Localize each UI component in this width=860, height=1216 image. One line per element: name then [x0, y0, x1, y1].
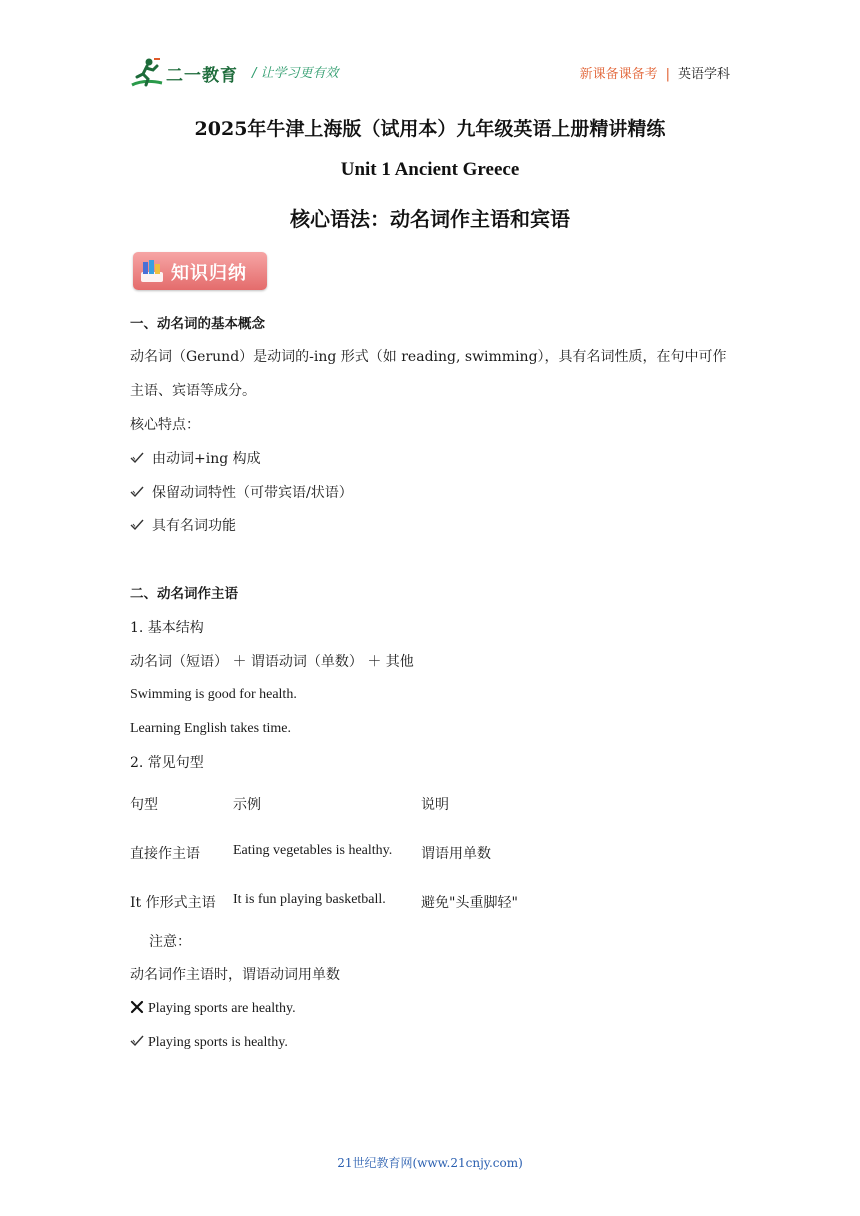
gerund-definition-line2: 主语、宾语等成分。 — [130, 383, 256, 399]
knowledge-summary-badge — [133, 252, 267, 290]
check-icon — [130, 485, 144, 499]
feature-text: 保留动词特性（可带宾语/状语） — [152, 485, 353, 501]
page-footer: 21世纪教育网(www.21cnjy.com) — [337, 1156, 523, 1170]
check-icon — [130, 451, 144, 465]
wrong-example-text: Playing sports are healthy. — [148, 1001, 296, 1016]
check-icon — [130, 518, 144, 532]
example-sentence: Learning English takes time. — [130, 721, 291, 736]
subheading-common-patterns: 2. 常见句型 — [130, 755, 204, 771]
table-cell: 避免"头重脚轻" — [421, 895, 518, 911]
brand-logo — [130, 56, 238, 90]
table-cell: It 作形式主语 — [130, 895, 216, 911]
logo-text: 二一教育 — [166, 65, 238, 86]
header-tagline: 新课备课备考 — [579, 67, 658, 82]
table-row — [130, 886, 610, 935]
subheading-basic-structure: 1. 基本结构 — [130, 620, 204, 636]
note-label: 注意： — [149, 934, 191, 950]
header-separator: | — [665, 67, 670, 82]
runner-logo-icon — [130, 57, 164, 89]
table-header-cell: 示例 — [233, 797, 261, 813]
features-label: 核心特点： — [130, 417, 200, 433]
document-title: 2025年牛津上海版（试用本）九年级英语上册精讲精练 — [194, 118, 666, 140]
grammar-title: 核心语法：动名词作主语和宾语 — [290, 207, 570, 231]
feature-item — [130, 449, 261, 469]
sentence-pattern-table — [130, 788, 610, 935]
table-cell: 直接作主语 — [130, 846, 200, 862]
right-example-text: Playing sports is healthy. — [148, 1035, 288, 1050]
table-row — [130, 837, 610, 886]
books-icon — [139, 258, 165, 284]
feature-text: 由动词+ing 构成 — [152, 451, 261, 467]
header-right — [580, 63, 730, 82]
cross-icon — [130, 1000, 144, 1014]
table-header-cell: 说明 — [421, 797, 449, 813]
header-subject: 英语学科 — [677, 67, 730, 82]
structure-formula: 动名词（短语） ＋ 谓语动词（单数） ＋ 其他 — [130, 654, 414, 670]
table-cell: Eating vegetables is healthy. — [233, 843, 393, 858]
right-example — [130, 1033, 288, 1053]
example-sentence: Swimming is good for health. — [130, 687, 297, 702]
feature-item — [130, 516, 236, 536]
gerund-definition-line1: 动名词（Gerund）是动词的-ing 形式（如 reading, swimming），具有名词性质，在句中可作 — [130, 349, 727, 365]
unit-title: Unit 1 Ancient Greece — [340, 159, 520, 180]
table-header-row — [130, 788, 610, 837]
feature-text: 具有名词功能 — [152, 518, 236, 534]
section1-heading: 一、动名词的基本概念 — [130, 316, 265, 332]
table-cell: 谓语用单数 — [421, 846, 491, 862]
feature-item — [130, 483, 353, 503]
check-icon — [130, 1034, 144, 1048]
page-header — [130, 56, 730, 90]
wrong-example — [130, 999, 296, 1019]
note-text: 动名词作主语时，谓语动词用单数 — [130, 967, 340, 983]
badge-label: 知识归纳 — [171, 263, 247, 284]
table-header-cell: 句型 — [130, 797, 158, 813]
slogan: / 让学习更有效 — [252, 66, 339, 81]
section2-heading: 二、动名词作主语 — [130, 586, 238, 602]
table-cell: It is fun playing basketball. — [233, 892, 386, 907]
